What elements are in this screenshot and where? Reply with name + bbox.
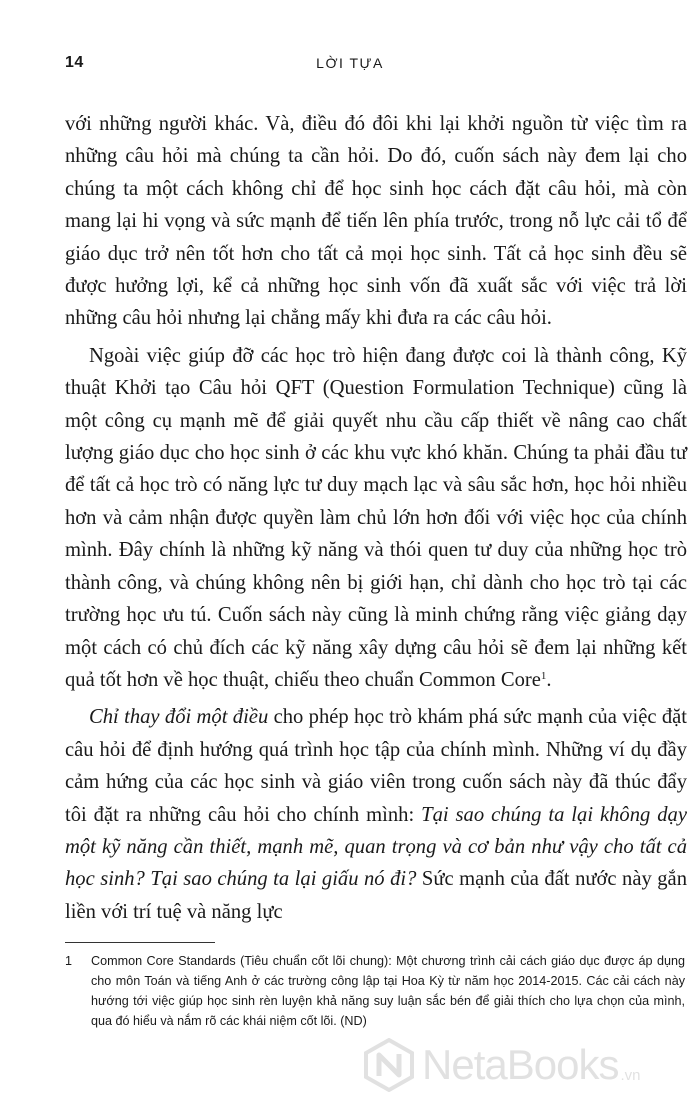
footnote-reference[interactable]: 1 xyxy=(540,669,547,682)
footnote-text: Common Core Standards (Tiêu chuẩn cốt lõi chung): Một chương trình cải cách giáo dục được áp dụng cho môn Toán và tiếng Anh ở các trường công lập tại Hoa Kỳ từ năm học 2014-2015. Các cải cách này hướng tới việc giúp học sinh rèn luyện khả năng suy luận sắc bén để giải thích cho lựa chọn của mình, qua đó hiểu và nắm rõ các khái niệm cốt lõi. (ND) xyxy=(91,954,685,1028)
paragraph-1: với những người khác. Và, điều đó đôi khi lại khởi nguồn từ việc tìm ra những câu hỏi mà chúng ta cần hỏi. Do đó, cuốn sách này đem lại cho chúng ta một cách không chỉ để học sinh học cách đặt câu hỏi, mà còn mang lại hi vọng và sức mạnh để tiến lên phía trước, trong nỗ lực cải tổ để giáo dục trở nên tốt hơn cho tất cả mọi học sinh. Tất cả học sinh đều sẽ được hưởng lợi, kể cả những học sinh vốn đã xuất sắc với việc trả lời những câu hỏi nhưng lại chẳng mấy khi đưa ra các câu hỏi. xyxy=(65,113,687,330)
paragraph-3-text-end: Sức mạnh của đất nước này gắn liền với trí tuệ và năng lực xyxy=(65,868,687,923)
watermark-suffix: .vn xyxy=(620,1067,641,1084)
paragraph-3-text: cho phép học trò khám phá sức mạnh của việc đặt câu hỏi để định hướng quá trình học tập của chính mình. Những ví dụ đầy cảm hứng của các học sinh và giáo viên trong cuốn sách này đã thúc đẩy tôi đặt ra những câu hỏi cho chính mình: xyxy=(65,706,687,826)
body-text xyxy=(65,108,687,933)
paragraph-2 xyxy=(65,340,687,696)
netabooks-logo-icon xyxy=(362,1038,416,1092)
footnote-number: 1 xyxy=(65,954,73,968)
paragraph-2-text: Ngoài việc giúp đỡ các học trò hiện đang được coi là thành công, Kỹ thuật Khởi tạo Câu hỏi QFT (Question Formulation Technique) cũng là một công cụ mạnh mẽ để giải quyết nhu cầu cấp thiết về nâng cao chất lượng giáo dục cho học sinh ở các khu vực khó khăn. Chúng ta phải đầu tư để tất cả học trò có năng lực tư duy mạch lạc và sâu sắc hơn, học hỏi nhiều hơn và cảm nhận được quyền làm chủ lớn hơn đối với việc học của chính mình. Đây chính là những kỹ năng và thói quen tư duy của những học trò thành công, và chúng không nên bị giới hạn, chỉ dành cho học trò tại các trường học ưu tú. Cuốn sách này cũng là minh chứng rằng việc giảng dạy một cách có chủ đích các kỹ năng xây dựng câu hỏi sẽ đem lại những kết quả tốt hơn về học thuật, chiếu theo chuẩn Common Core xyxy=(65,344,687,691)
watermark-brand: NetaBooks xyxy=(422,1041,619,1088)
paragraph-3-italic-question: Tại sao chúng ta lại không dạy một kỹ năng cần thiết, mạnh mẽ, quan trọng và cơ bản như vậy cho tất cả học sinh? Tại sao chúng ta lại giấu nó đi? xyxy=(65,803,687,891)
paragraph-3-italic-lead: Chỉ thay đổi một điều xyxy=(89,706,269,729)
running-header: LỜI TỰA xyxy=(316,55,384,71)
footnote xyxy=(65,951,685,1031)
page-number: 14 xyxy=(65,54,84,71)
footnote-divider xyxy=(65,942,215,943)
paragraph-3 xyxy=(65,701,687,928)
paragraph-2-end: . xyxy=(546,668,552,691)
watermark xyxy=(362,1038,640,1092)
